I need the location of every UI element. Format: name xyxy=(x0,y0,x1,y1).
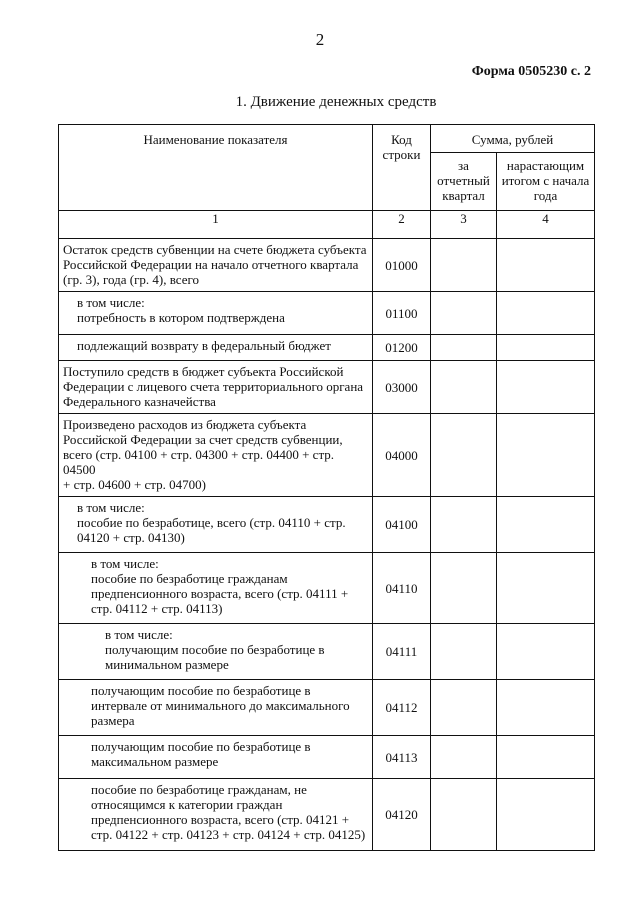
header-period-line3: квартал xyxy=(442,188,485,203)
amount-cumulative-cell xyxy=(497,335,595,361)
indicator-name xyxy=(59,680,373,736)
amount-period-cell xyxy=(431,497,497,553)
amount-period-cell xyxy=(431,624,497,680)
header-cumulative xyxy=(497,153,595,211)
indicator-name-line: предпенсионного возраста, всего (стр. 04111 + xyxy=(91,586,349,601)
amount-cumulative-cell xyxy=(497,553,595,624)
indicator-name-line: в том числе: xyxy=(77,500,145,515)
indicator-name-line: в том числе: xyxy=(105,627,173,642)
indicator-name-line: пособие по безработице, всего (стр. 04110 + стр. xyxy=(77,515,346,530)
column-number-row xyxy=(59,211,595,239)
table-row xyxy=(59,553,595,624)
indicator-name-line: минимальном размере xyxy=(105,657,229,672)
indicator-name xyxy=(59,624,373,680)
indicator-name-line: предпенсионного возраста, всего (стр. 04121 + xyxy=(91,812,350,827)
row-code: 01100 xyxy=(373,292,431,335)
amount-cumulative-cell xyxy=(497,624,595,680)
amount-period-cell xyxy=(431,779,497,851)
indicator-name-line: Российской Федерации за счет средств субвенции, xyxy=(63,432,343,447)
indicator-name-line: в том числе: xyxy=(77,295,145,310)
indicator-name-line: стр. 04122 + стр. 04123 + стр. 04124 + стр. 04125) xyxy=(91,827,366,842)
indicator-name xyxy=(59,553,373,624)
page-number: 2 xyxy=(315,30,325,49)
row-code: 04112 xyxy=(373,680,431,736)
indicator-name-line: интервале от минимального до максимального xyxy=(91,698,350,713)
indicator-name xyxy=(59,239,373,292)
amount-period-cell xyxy=(431,736,497,779)
indicator-name-line: пособие по безработице гражданам xyxy=(91,571,288,586)
column-number: 2 xyxy=(373,211,431,239)
indicator-name xyxy=(59,497,373,553)
indicator-name-line: пособие по безработице гражданам, не xyxy=(91,782,307,797)
indicator-name xyxy=(59,292,373,335)
indicator-name xyxy=(59,779,373,851)
amount-period-cell xyxy=(431,414,497,497)
row-code: 03000 xyxy=(373,361,431,414)
row-code: 04100 xyxy=(373,497,431,553)
header-period-line2: отчетный xyxy=(437,173,490,188)
header-sum-label: Сумма, рублей xyxy=(471,132,554,147)
table-row xyxy=(59,335,595,361)
column-number: 1 xyxy=(59,211,373,239)
amount-cumulative-cell xyxy=(497,414,595,497)
header-name-label: Наименование показателя xyxy=(143,132,288,147)
row-code: 01000 xyxy=(373,239,431,292)
header-cumulative-line2: итогом с начала xyxy=(501,173,590,188)
table-row xyxy=(59,361,595,414)
indicator-name-line: стр. 04112 + стр. 04113) xyxy=(91,601,223,616)
header-code-line2: строки xyxy=(382,147,421,162)
header-cumulative-line1: нарастающим xyxy=(506,158,585,173)
amount-period-cell xyxy=(431,553,497,624)
header-code xyxy=(373,125,431,211)
indicator-name-line: получающим пособие по безработице в xyxy=(105,642,325,657)
table-row xyxy=(59,680,595,736)
indicator-name xyxy=(59,736,373,779)
indicator-name-line: размера xyxy=(91,713,135,728)
header-sum xyxy=(431,125,595,153)
indicator-name-line: относящимся к категории граждан xyxy=(91,797,283,812)
table-row xyxy=(59,624,595,680)
row-code: 01200 xyxy=(373,335,431,361)
amount-cumulative-cell xyxy=(497,292,595,335)
indicator-name-line: 04120 + стр. 04130) xyxy=(77,530,185,545)
amount-cumulative-cell xyxy=(497,361,595,414)
row-code: 04120 xyxy=(373,779,431,851)
indicator-name-line: максимальном размере xyxy=(91,754,219,769)
indicator-name xyxy=(59,414,373,497)
amount-period-cell xyxy=(431,292,497,335)
header-name xyxy=(59,125,373,211)
indicator-name-line: Федерации с лицевого счета территориального органа xyxy=(63,379,364,394)
amount-cumulative-cell xyxy=(497,239,595,292)
table-row xyxy=(59,414,595,497)
indicator-name-line: Произведено расходов из бюджета субъекта xyxy=(63,417,307,432)
indicator-name-line: (гр. 3), года (гр. 4), всего xyxy=(63,272,200,287)
table-row xyxy=(59,239,595,292)
table-row xyxy=(59,779,595,851)
row-code: 04111 xyxy=(373,624,431,680)
header-period xyxy=(431,153,497,211)
row-code: 04113 xyxy=(373,736,431,779)
row-code: 04110 xyxy=(373,553,431,624)
amount-cumulative-cell xyxy=(497,680,595,736)
amount-cumulative-cell xyxy=(497,779,595,851)
table-row xyxy=(59,736,595,779)
section-title: 1. Движение денежных средств xyxy=(235,94,437,110)
indicator-name-line: потребность в котором подтверждена xyxy=(77,310,285,325)
form-code: Форма 0505230 с. 2 xyxy=(471,64,591,79)
indicator-name-line: в том числе: xyxy=(91,556,159,571)
indicator-name xyxy=(59,335,373,361)
column-number: 3 xyxy=(431,211,497,239)
indicator-name-line: Российской Федерации на начало отчетного квартала xyxy=(63,257,359,272)
indicator-name-line: Остаток средств субвенции на счете бюджета субъекта xyxy=(63,242,367,257)
amount-period-cell xyxy=(431,361,497,414)
indicator-name-line: получающим пособие по безработице в xyxy=(91,683,311,698)
indicator-name-line: Федерального казначейства xyxy=(63,394,216,409)
amount-period-cell xyxy=(431,239,497,292)
header-cumulative-line3: года xyxy=(533,188,558,203)
indicator-name-line: всего (стр. 04100 + стр. 04300 + стр. 04400 + стр. 04500 xyxy=(63,447,335,477)
indicator-name xyxy=(59,361,373,414)
indicator-name-line: + стр. 04600 + стр. 04700) xyxy=(63,477,206,492)
header-code-line1: Код xyxy=(391,132,412,147)
table-row xyxy=(59,497,595,553)
amount-cumulative-cell xyxy=(497,497,595,553)
amount-period-cell xyxy=(431,680,497,736)
row-code: 04000 xyxy=(373,414,431,497)
cash-flow-table xyxy=(58,124,595,851)
indicator-name-line: получающим пособие по безработице в xyxy=(91,739,311,754)
table-row xyxy=(59,292,595,335)
header-period-line1: за xyxy=(458,158,469,173)
amount-period-cell xyxy=(431,335,497,361)
indicator-name-line: Поступило средств в бюджет субъекта Российской xyxy=(63,364,344,379)
column-number: 4 xyxy=(497,211,595,239)
amount-cumulative-cell xyxy=(497,736,595,779)
indicator-name-line: подлежащий возврату в федеральный бюджет xyxy=(77,338,331,353)
